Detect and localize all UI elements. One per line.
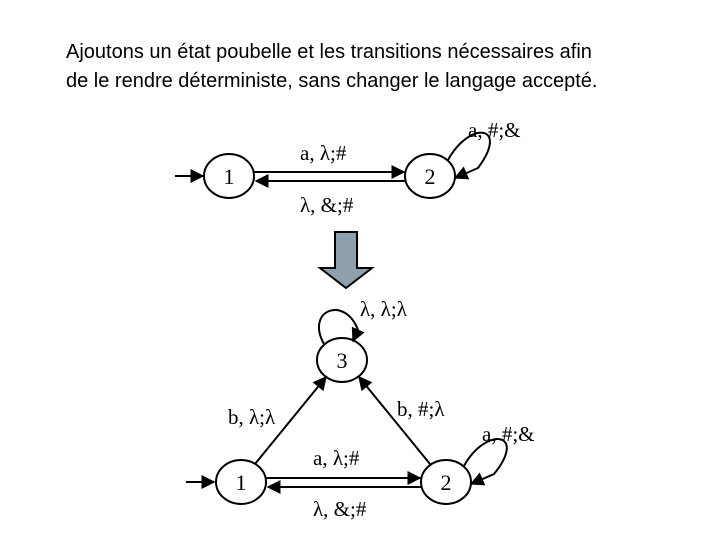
state-2b-label: 2 [440, 470, 452, 495]
label-2-to-1b: λ, &;# [313, 497, 367, 521]
label-2-to-3: b, #;λ [397, 397, 445, 421]
label-2-to-1: λ, &;# [300, 193, 354, 217]
state-1-label: 1 [223, 164, 235, 189]
label-loop-3: λ, λ;λ [360, 297, 407, 321]
state-1b-label: 1 [235, 470, 247, 495]
diagram-before [175, 118, 521, 217]
label-1-to-2: a, λ;# [300, 141, 347, 165]
state-3-label: 3 [336, 348, 348, 373]
diagram-after [186, 297, 535, 521]
instruction-line-2: de le rendre déterministe, sans changer le langage accepté. [66, 70, 598, 92]
transform-arrow [320, 232, 372, 288]
label-1-to-2b: a, λ;# [313, 446, 360, 470]
state-2-label: 2 [424, 164, 436, 189]
label-loop-2: a, #;& [468, 118, 521, 142]
label-1-to-3: b, λ;λ [228, 405, 276, 429]
label-loop-2b: a, #;& [482, 422, 535, 446]
instruction-line-1: Ajoutons un état poubelle et les transitions nécessaires afin [66, 41, 592, 63]
